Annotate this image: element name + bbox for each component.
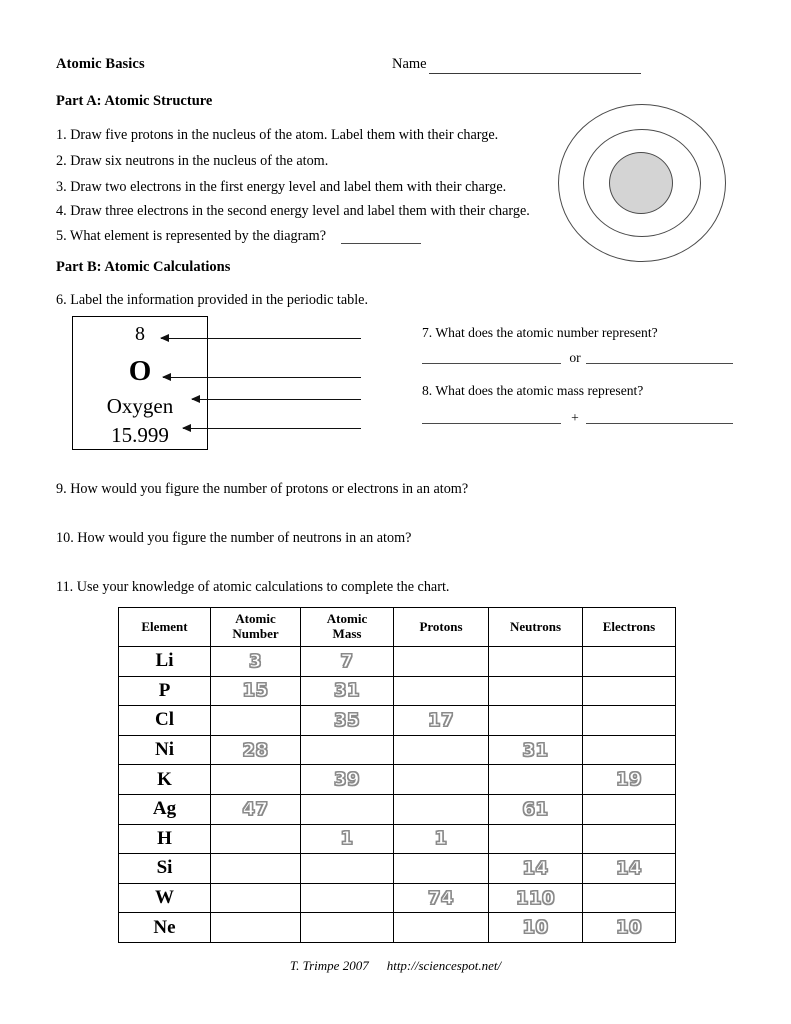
- cell-value: 1: [434, 828, 448, 850]
- cell-protons[interactable]: [394, 913, 489, 943]
- part-a-heading: Part A: Atomic Structure: [56, 93, 213, 109]
- cell-value: 74: [427, 887, 455, 909]
- cell-protons[interactable]: [394, 794, 489, 824]
- cell-neutrons[interactable]: [489, 706, 583, 736]
- header-line-2: Mass: [332, 626, 362, 641]
- cell-value: 39: [333, 769, 361, 791]
- element-symbol-text: H: [157, 827, 172, 849]
- cell-value: 10: [522, 917, 549, 939]
- cell-element: [119, 706, 211, 736]
- question-8-answer-blank-right[interactable]: [586, 423, 733, 424]
- cell-atomic-number[interactable]: [211, 854, 301, 884]
- cell-value: 15: [242, 680, 269, 702]
- label-arrow-element-name: [192, 399, 361, 400]
- cell-element: [119, 794, 211, 824]
- question-7-joiner: or: [569, 350, 581, 365]
- cell-electrons[interactable]: [583, 824, 676, 854]
- cell-neutrons[interactable]: [489, 913, 583, 943]
- cell-value: 28: [242, 739, 269, 761]
- part-b-heading: Part B: Atomic Calculations: [56, 259, 231, 275]
- cell-protons[interactable]: [394, 706, 489, 736]
- cell-element: [119, 735, 211, 765]
- cell-value: 17: [427, 709, 455, 731]
- element-symbol-text: Cl: [155, 709, 174, 731]
- header-line-1: Protons: [419, 618, 463, 634]
- cell-element: [119, 647, 211, 677]
- footer-author: T. Trimpe 2007: [289, 958, 369, 973]
- cell-atomic-mass[interactable]: [301, 883, 394, 913]
- cell-element: [119, 765, 211, 795]
- table-row: [119, 706, 676, 736]
- cell-value: 10: [615, 917, 643, 939]
- cell-value: 110: [515, 887, 556, 909]
- cell-value: 31: [522, 739, 549, 761]
- element-symbol-text: Ne: [153, 916, 176, 938]
- question-8: 8. What does the atomic mass represent?: [422, 383, 644, 398]
- question-1: 1. Draw five protons in the nucleus of the atom. Label them with their charge.: [56, 127, 499, 143]
- cell-atomic-number[interactable]: [211, 706, 301, 736]
- cell-element: [119, 824, 211, 854]
- cell-value: 61: [522, 798, 549, 820]
- cell-atomic-mass[interactable]: [301, 824, 394, 854]
- element-symbol-text: K: [157, 768, 172, 790]
- table-row: [119, 765, 676, 795]
- element-atomic-number: 8: [135, 323, 145, 345]
- cell-protons[interactable]: [394, 824, 489, 854]
- question-5: 5. What element is represented by the diagram?: [56, 228, 326, 244]
- cell-protons[interactable]: [394, 883, 489, 913]
- cell-neutrons[interactable]: [489, 883, 583, 913]
- element-name: Oxygen: [106, 394, 174, 418]
- atomic-calculations-table: [118, 607, 676, 943]
- table-row: [119, 647, 676, 677]
- cell-neutrons[interactable]: [489, 824, 583, 854]
- table-row: [119, 883, 676, 913]
- question-6: 6. Label the information provided in the periodic table.: [56, 292, 369, 308]
- cell-protons[interactable]: [394, 676, 489, 706]
- footer-url[interactable]: http://sciencespot.net/: [386, 958, 502, 973]
- cell-atomic-number[interactable]: [211, 676, 301, 706]
- cell-protons[interactable]: [394, 735, 489, 765]
- header-line-2: Number: [232, 626, 279, 641]
- column-header-neutrons: [489, 608, 583, 647]
- header-line-1: Atomic: [326, 611, 368, 627]
- cell-atomic-mass[interactable]: [301, 676, 394, 706]
- cell-electrons[interactable]: [583, 883, 676, 913]
- question-3: 3. Draw two electrons in the first energy level and label them with their charge.: [56, 179, 507, 195]
- cell-value: 47: [242, 798, 269, 820]
- cell-neutrons[interactable]: [489, 765, 583, 795]
- cell-atomic-number[interactable]: [211, 735, 301, 765]
- name-label: Name: [392, 56, 427, 72]
- question-8-joiner: +: [571, 410, 579, 425]
- cell-atomic-number[interactable]: [211, 794, 301, 824]
- cell-value: 14: [522, 857, 549, 879]
- cell-atomic-number[interactable]: [211, 883, 301, 913]
- column-header-protons: [394, 608, 489, 647]
- cell-atomic-number[interactable]: [211, 765, 301, 795]
- cell-atomic-number[interactable]: [211, 913, 301, 943]
- column-header-electrons: [583, 608, 676, 647]
- label-arrow-atomic-number: [161, 338, 361, 339]
- cell-neutrons[interactable]: [489, 854, 583, 884]
- column-header-atomic-number: [211, 608, 301, 647]
- element-symbol: O: [128, 355, 152, 387]
- cell-protons[interactable]: [394, 854, 489, 884]
- cell-value: 3: [248, 650, 263, 672]
- cell-electrons[interactable]: [583, 647, 676, 677]
- cell-neutrons[interactable]: [489, 676, 583, 706]
- cell-value: 19: [615, 769, 643, 791]
- question-8-answer-blank-left[interactable]: [422, 423, 561, 424]
- column-header-element: [119, 608, 211, 647]
- cell-electrons[interactable]: [583, 794, 676, 824]
- cell-element: [119, 913, 211, 943]
- header-line-1: Electrons: [602, 618, 656, 634]
- cell-atomic-mass[interactable]: [301, 794, 394, 824]
- header-line-1: Element: [141, 618, 188, 634]
- cell-value: 14: [615, 857, 643, 879]
- question-7-answer-blank-right[interactable]: [586, 363, 733, 364]
- cell-neutrons[interactable]: [489, 647, 583, 677]
- cell-atomic-mass[interactable]: [301, 913, 394, 943]
- cell-atomic-mass[interactable]: [301, 854, 394, 884]
- cell-atomic-mass[interactable]: [301, 706, 394, 736]
- table-row: [119, 735, 676, 765]
- element-symbol-text: Li: [155, 650, 174, 672]
- cell-value: 31: [333, 680, 361, 702]
- cell-protons[interactable]: [394, 765, 489, 795]
- cell-electrons[interactable]: [583, 765, 676, 795]
- cell-neutrons[interactable]: [489, 794, 583, 824]
- cell-value: 7: [340, 650, 354, 672]
- page-title: Atomic Basics: [56, 56, 145, 72]
- cell-element: [119, 854, 211, 884]
- table-header-row: [119, 608, 676, 647]
- cell-atomic-number[interactable]: [211, 647, 301, 677]
- cell-electrons[interactable]: [583, 735, 676, 765]
- cell-electrons[interactable]: [583, 854, 676, 884]
- table-row: [119, 824, 676, 854]
- table-row: [119, 854, 676, 884]
- table-row: [119, 676, 676, 706]
- header-line-1: Neutrons: [509, 618, 562, 634]
- table-row: [119, 913, 676, 943]
- question-10: 10. How would you figure the number of neutrons in an atom?: [56, 530, 412, 546]
- question-7: 7. What does the atomic number represent?: [422, 325, 658, 340]
- element-symbol-text: W: [155, 887, 174, 909]
- cell-atomic-mass[interactable]: [301, 735, 394, 765]
- label-arrow-symbol: [163, 377, 361, 378]
- question-9: 9. How would you figure the number of protons or electrons in an atom?: [56, 481, 469, 497]
- cell-electrons[interactable]: [583, 706, 676, 736]
- cell-element: [119, 676, 211, 706]
- cell-value: 1: [340, 828, 354, 850]
- element-symbol-text: Ag: [152, 798, 177, 820]
- name-blank-line[interactable]: [429, 73, 641, 74]
- cell-element: [119, 883, 211, 913]
- nucleus-circle: [609, 152, 673, 214]
- element-symbol-text: P: [158, 679, 171, 701]
- cell-protons[interactable]: [394, 647, 489, 677]
- element-symbol-text: Si: [156, 857, 173, 879]
- element-atomic-mass: 15.999: [111, 423, 169, 447]
- element-symbol-text: Ni: [155, 739, 174, 761]
- cell-atomic-mass[interactable]: [301, 647, 394, 677]
- question-7-answer-blank-left[interactable]: [422, 363, 561, 364]
- question-11: 11. Use your knowledge of atomic calculations to complete the chart.: [56, 579, 450, 595]
- cell-atomic-number[interactable]: [211, 824, 301, 854]
- cell-electrons[interactable]: [583, 913, 676, 943]
- column-header-atomic-mass: [301, 608, 394, 647]
- label-arrow-atomic-mass: [183, 428, 361, 429]
- question-2: 2. Draw six neutrons in the nucleus of the atom.: [56, 153, 329, 169]
- header-line-1: Atomic: [235, 611, 276, 627]
- table-row: [119, 794, 676, 824]
- atom-diagram: [556, 100, 732, 268]
- question-5-answer-blank[interactable]: [341, 243, 421, 244]
- cell-electrons[interactable]: [583, 676, 676, 706]
- footer: [0, 958, 791, 974]
- question-4: 4. Draw three electrons in the second energy level and label them with their charge.: [56, 203, 530, 219]
- cell-value: 35: [333, 709, 361, 731]
- cell-atomic-mass[interactable]: [301, 765, 394, 795]
- cell-neutrons[interactable]: [489, 735, 583, 765]
